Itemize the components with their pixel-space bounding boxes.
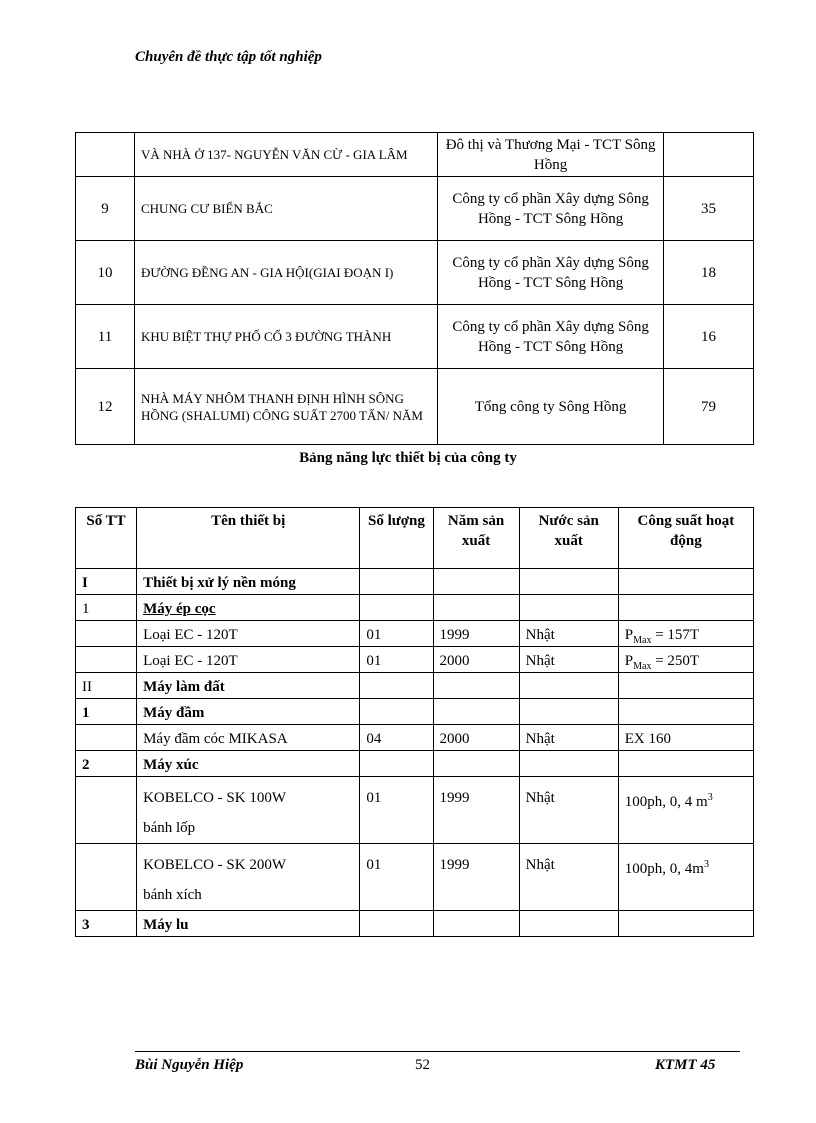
row-year [433, 699, 519, 725]
footer-divider [135, 1051, 740, 1052]
project-name: CHUNG CƯ BIỂN BẮC [135, 177, 438, 241]
row-country: Nhật [519, 844, 618, 911]
row-qty: 01 [360, 621, 433, 647]
footer-class: KTMT 45 [655, 1057, 716, 1073]
row-year [433, 569, 519, 595]
row-country [519, 569, 618, 595]
row-qty [360, 699, 433, 725]
row-name-line: KOBELCO - SK 200W [143, 857, 286, 873]
table-row [76, 844, 754, 911]
table-row [76, 569, 754, 595]
row-name: Máy làm đất [137, 673, 360, 699]
row-year: 2000 [433, 725, 519, 751]
project-name: VÀ NHÀ Ở 137- NGUYỄN VĂN CỪ - GIA LÂM [135, 133, 438, 177]
row-country [519, 699, 618, 725]
project-no [76, 133, 135, 177]
row-capacity: EX 160 [618, 725, 753, 751]
project-unit: Tổng công ty Sông Hồng [438, 369, 664, 445]
footer-author: Bùi Nguyễn Hiệp [135, 1057, 244, 1073]
row-country [519, 673, 618, 699]
row-name: Loại EC - 120T [137, 621, 360, 647]
project-no: 9 [76, 177, 135, 241]
capacity-superscript: 3 [703, 859, 709, 870]
table-row [76, 647, 754, 673]
project-value: 79 [663, 369, 753, 445]
row-capacity [618, 595, 753, 621]
row-stt: 1 [76, 699, 137, 725]
header-name: Tên thiết bị [137, 508, 360, 569]
project-unit: Công ty cổ phần Xây dựng Sông Hồng - TCT Sông Hồng [438, 305, 664, 369]
row-stt [76, 725, 137, 751]
row-capacity [618, 673, 753, 699]
capacity-suffix: = 157T [651, 627, 700, 643]
row-country: Nhật [519, 621, 618, 647]
row-name: Máy xúc [137, 751, 360, 777]
row-name [137, 777, 360, 844]
row-stt [76, 777, 137, 844]
row-qty [360, 569, 433, 595]
project-name: KHU BIỆT THỰ PHỐ CỔ 3 ĐƯỜNG THÀNH [135, 305, 438, 369]
row-year: 1999 [433, 777, 519, 844]
row-qty: 04 [360, 725, 433, 751]
table-row [76, 133, 754, 177]
row-capacity [618, 569, 753, 595]
header-qty: Số lượng [360, 508, 433, 569]
page-header-title: Chuyên đề thực tập tốt nghiệp [135, 49, 322, 65]
header-year: Năm sản xuất [433, 508, 519, 569]
row-name: Loại EC - 120T [137, 647, 360, 673]
row-year: 1999 [433, 844, 519, 911]
row-name-line: bánh xích [143, 887, 202, 903]
table-row [76, 241, 754, 305]
table-row [76, 621, 754, 647]
row-capacity [618, 699, 753, 725]
row-name-line: bánh lốp [143, 820, 196, 836]
row-stt: 3 [76, 911, 137, 937]
row-capacity [618, 751, 753, 777]
row-stt: 1 [76, 595, 137, 621]
row-stt: 2 [76, 751, 137, 777]
capacity-text: 100ph, 0, 4 m [624, 794, 708, 810]
row-year [433, 751, 519, 777]
projects-table [75, 132, 754, 445]
table-row [76, 751, 754, 777]
project-no: 10 [76, 241, 135, 305]
row-stt [76, 621, 137, 647]
row-qty [360, 673, 433, 699]
row-capacity [618, 911, 753, 937]
table-row [76, 177, 754, 241]
capacity-subscript: Max [633, 635, 652, 646]
project-no: 12 [76, 369, 135, 445]
row-name-line: KOBELCO - SK 100W [143, 790, 286, 806]
row-name: Thiết bị xử lý nền móng [137, 569, 360, 595]
row-year [433, 673, 519, 699]
table-row [76, 777, 754, 844]
row-country: Nhật [519, 777, 618, 844]
row-name: Máy ép cọc [137, 595, 360, 621]
row-stt: I [76, 569, 137, 595]
project-value: 35 [663, 177, 753, 241]
row-country: Nhật [519, 725, 618, 751]
row-stt [76, 647, 137, 673]
equipment-table-caption: Bảng năng lực thiết bị của công ty [299, 450, 517, 466]
row-qty [360, 751, 433, 777]
row-name: Máy đầm [137, 699, 360, 725]
project-value: 18 [663, 241, 753, 305]
capacity-superscript: 3 [707, 792, 713, 803]
header-capacity: Công suất hoạt động [618, 508, 753, 569]
project-unit: Công ty cổ phần Xây dựng Sông Hồng - TCT Sông Hồng [438, 177, 664, 241]
row-year: 2000 [433, 647, 519, 673]
row-capacity [618, 647, 753, 673]
row-year: 1999 [433, 621, 519, 647]
row-name [137, 844, 360, 911]
row-capacity [618, 844, 753, 911]
capacity-prefix: P [624, 653, 634, 669]
table-row [76, 673, 754, 699]
equipment-table [75, 507, 754, 937]
row-name: Máy đầm cóc MIKASA [137, 725, 360, 751]
capacity-suffix: = 250T [651, 653, 700, 669]
table-row [76, 699, 754, 725]
table-header-row [76, 508, 754, 569]
row-capacity [618, 777, 753, 844]
row-qty: 01 [360, 777, 433, 844]
table-row [76, 595, 754, 621]
project-name: NHÀ MÁY NHÔM THANH ĐỊNH HÌNH SÔNG HỒNG (SHALUMI) CÔNG SUẤT 2700 TẤN/ NĂM [135, 369, 438, 445]
header-country: Nước sản xuất [519, 508, 618, 569]
row-year [433, 911, 519, 937]
row-qty: 01 [360, 647, 433, 673]
row-stt [76, 844, 137, 911]
table-row [76, 369, 754, 445]
project-value [663, 133, 753, 177]
row-country [519, 911, 618, 937]
header-stt: Số TT [76, 508, 137, 569]
row-name: Máy lu [137, 911, 360, 937]
capacity-subscript: Max [633, 661, 652, 672]
row-country [519, 751, 618, 777]
footer-page-number: 52 [415, 1057, 430, 1073]
row-qty [360, 595, 433, 621]
row-qty [360, 911, 433, 937]
row-qty: 01 [360, 844, 433, 911]
capacity-prefix: P [624, 627, 634, 643]
project-unit: Công ty cổ phần Xây dựng Sông Hồng - TCT Sông Hồng [438, 241, 664, 305]
table-row [76, 725, 754, 751]
table-row [76, 911, 754, 937]
row-capacity [618, 621, 753, 647]
row-year [433, 595, 519, 621]
table-row [76, 305, 754, 369]
row-country [519, 595, 618, 621]
row-stt: II [76, 673, 137, 699]
row-country: Nhật [519, 647, 618, 673]
project-value: 16 [663, 305, 753, 369]
project-name: ĐƯỜNG ĐỀNG AN - GIA HỘI(GIAI ĐOẠN I) [135, 241, 438, 305]
project-unit: Đô thị và Thương Mại - TCT Sông Hồng [438, 133, 664, 177]
capacity-text: 100ph, 0, 4m [624, 861, 704, 877]
project-no: 11 [76, 305, 135, 369]
